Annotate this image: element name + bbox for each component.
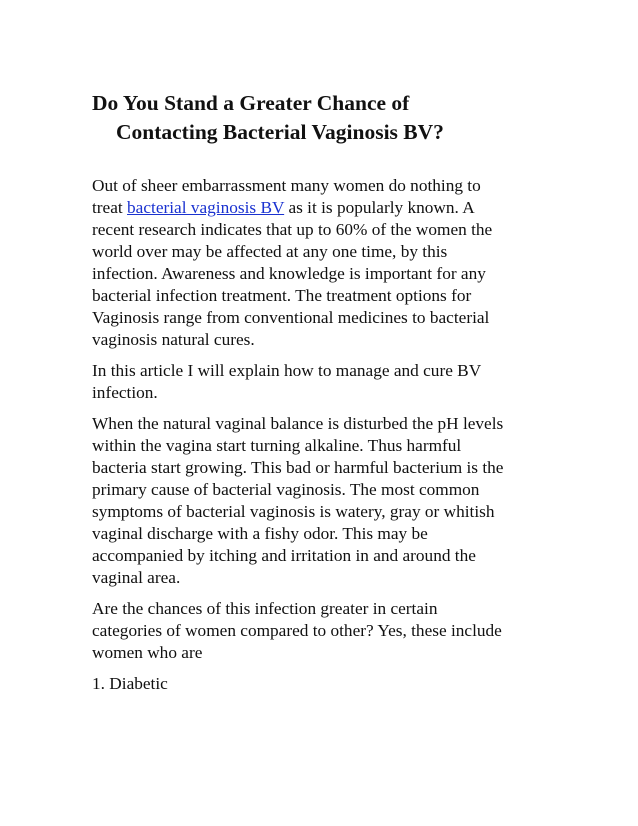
article-title-line-2: Contacting Bacterial Vaginosis BV? bbox=[116, 120, 444, 144]
text-line: bacterial infection treatment. The treatment options for bbox=[92, 286, 472, 305]
text-line: vaginosis natural cures. bbox=[92, 330, 255, 349]
document-page bbox=[92, 89, 552, 704]
text-line bbox=[92, 197, 552, 219]
text-fragment: as it is popularly known. A bbox=[284, 198, 475, 217]
text-fragment: treat bbox=[92, 198, 128, 217]
text-line: primary cause of bacterial vaginosis. The most common bbox=[92, 480, 480, 499]
text-line: Out of sheer embarrassment many women do nothing to bbox=[92, 176, 481, 195]
text-line: recent research indicates that up to 60% of the women the bbox=[92, 220, 493, 239]
article-title bbox=[92, 89, 552, 147]
text-line: bacteria start growing. This bad or harmful bacterium is the bbox=[92, 458, 504, 477]
text-line: infection. bbox=[92, 383, 158, 402]
text-line: Vaginosis range from conventional medicines to bacterial bbox=[92, 308, 490, 327]
paragraph-risk-groups bbox=[92, 598, 552, 664]
text-line: When the natural vaginal balance is disturbed the pH levels bbox=[92, 414, 504, 433]
text-line: accompanied by itching and irritation in and around the bbox=[92, 546, 476, 565]
article-title-line-1: Do You Stand a Greater Chance of bbox=[92, 91, 410, 115]
text-line: vaginal area. bbox=[92, 568, 181, 587]
paragraph-causes-symptoms bbox=[92, 413, 552, 589]
text-line: In this article I will explain how to manage and cure BV bbox=[92, 361, 482, 380]
text-line: Are the chances of this infection greater in certain bbox=[92, 599, 438, 618]
text-line: within the vagina start turning alkaline. Thus harmful bbox=[92, 436, 462, 455]
text-line: categories of women compared to other? Yes, these include bbox=[92, 621, 502, 640]
paragraph-article-purpose bbox=[92, 360, 552, 404]
text-line: symptoms of bacterial vaginosis is watery, gray or whitish bbox=[92, 502, 495, 521]
text-line: vaginal discharge with a fishy odor. This may be bbox=[92, 524, 428, 543]
paragraph-intro bbox=[92, 175, 552, 351]
text-line: infection. Awareness and knowledge is important for any bbox=[92, 264, 486, 283]
text-line: world over may be affected at any one time, by this bbox=[92, 242, 448, 261]
bacterial-vaginosis-link[interactable]: bacterial vaginosis BV bbox=[127, 198, 285, 217]
list-item bbox=[92, 673, 552, 695]
article-body bbox=[92, 175, 552, 695]
text-line: women who are bbox=[92, 643, 203, 662]
list-item-text: 1. Diabetic bbox=[92, 674, 168, 693]
